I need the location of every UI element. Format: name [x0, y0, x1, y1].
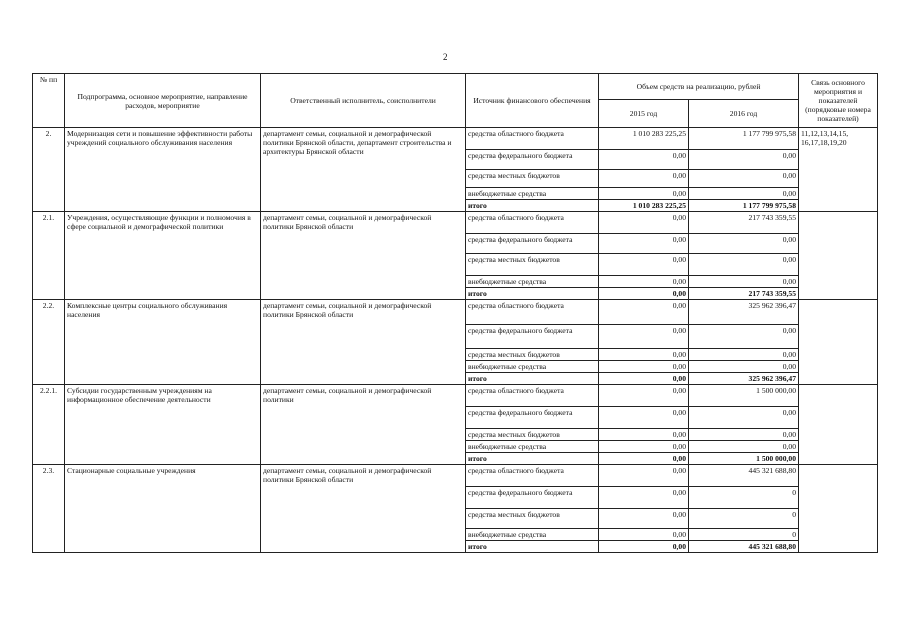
amount-2015: 0,00: [599, 254, 689, 276]
indicator-link: 11,12,13,14,15, 16,17,18,19,20: [799, 128, 878, 212]
item-number: 2.: [33, 128, 65, 212]
funding-source: итого: [466, 453, 599, 465]
funding-source: итого: [466, 541, 599, 553]
indicator-link: [799, 385, 878, 465]
header-executor: Ответственный исполнитель, соисполнители: [261, 74, 466, 128]
amount-2016: 325 962 396,47: [689, 373, 799, 385]
amount-2015: 0,00: [599, 509, 689, 529]
amount-2016: 0: [689, 487, 799, 509]
funding-source: внебюджетные средства: [466, 529, 599, 541]
amount-2015: 0,00: [599, 373, 689, 385]
amount-2015: 0,00: [599, 150, 689, 170]
funding-source: средства федерального бюджета: [466, 487, 599, 509]
table-row: [33, 385, 878, 407]
indicator-link: [799, 300, 878, 385]
amount-2015: 0,00: [599, 407, 689, 429]
amount-2015: 0,00: [599, 453, 689, 465]
amount-2015: 0,00: [599, 385, 689, 407]
table-row: [33, 300, 878, 325]
indicator-link: [799, 465, 878, 553]
amount-2016: 445 321 688,80: [689, 541, 799, 553]
item-program: Субсидии государственным учреждениям на информационное обеспечение деятельности: [65, 385, 261, 465]
table-row: [33, 212, 878, 234]
table-row: [33, 128, 878, 150]
amount-2015: 0,00: [599, 541, 689, 553]
amount-2016: 0: [689, 509, 799, 529]
item-executor: департамент семьи, социальной и демографической политики Брянской области: [261, 212, 466, 300]
indicator-link: [799, 212, 878, 300]
amount-2016: 0,00: [689, 170, 799, 188]
funding-source: средства федерального бюджета: [466, 150, 599, 170]
amount-2015: 0,00: [599, 300, 689, 325]
amount-2016: 325 962 396,47: [689, 300, 799, 325]
financing-table: [32, 73, 878, 553]
amount-2015: 0,00: [599, 429, 689, 441]
amount-2015: 0,00: [599, 170, 689, 188]
item-number: 2.1.: [33, 212, 65, 300]
amount-2016: 0,00: [689, 150, 799, 170]
funding-source: средства местных бюджетов: [466, 429, 599, 441]
item-number: 2.3.: [33, 465, 65, 553]
amount-2016: 1 177 799 975,58: [689, 200, 799, 212]
amount-2016: 217 743 359,55: [689, 288, 799, 300]
header-program: Подпрограмма, основное мероприятие, направление расходов, мероприятие: [65, 74, 261, 128]
amount-2016: 0,00: [689, 325, 799, 349]
funding-source: итого: [466, 288, 599, 300]
amount-2016: 0,00: [689, 234, 799, 254]
amount-2016: 445 321 688,80: [689, 465, 799, 487]
item-executor: департамент семьи, социальной и демографической политики Брянской области: [261, 300, 466, 385]
item-executor: департамент семьи, социальной и демографической политики: [261, 385, 466, 465]
header-volume: Объем средств на реализацию, рублей: [599, 74, 799, 100]
amount-2016: 1 177 799 975,58: [689, 128, 799, 150]
page-number: 2: [443, 52, 448, 62]
amount-2015: 0,00: [599, 288, 689, 300]
funding-source: средства областного бюджета: [466, 128, 599, 150]
amount-2016: 0,00: [689, 361, 799, 373]
funding-source: средства областного бюджета: [466, 300, 599, 325]
amount-2015: 1 010 283 225,25: [599, 128, 689, 150]
item-number: 2.2.1.: [33, 385, 65, 465]
amount-2015: 0,00: [599, 465, 689, 487]
amount-2015: 0,00: [599, 234, 689, 254]
amount-2015: 0,00: [599, 487, 689, 509]
amount-2015: 0,00: [599, 212, 689, 234]
amount-2016: 0,00: [689, 441, 799, 453]
item-program: Стационарные социальные учреждения: [65, 465, 261, 553]
funding-source: средства местных бюджетов: [466, 170, 599, 188]
funding-source: итого: [466, 200, 599, 212]
header-year-2016: 2016 год: [689, 100, 799, 128]
funding-source: внебюджетные средства: [466, 276, 599, 288]
funding-source: средства местных бюджетов: [466, 349, 599, 361]
header-source: Источник финансового обеспечения: [466, 74, 599, 128]
amount-2015: 0,00: [599, 325, 689, 349]
amount-2015: 0,00: [599, 361, 689, 373]
funding-source: итого: [466, 373, 599, 385]
item-program: Модернизация сети и повышение эффективности работы учреждений социального обслуживания населения: [65, 128, 261, 212]
funding-source: средства федерального бюджета: [466, 407, 599, 429]
amount-2015: 1 010 283 225,25: [599, 200, 689, 212]
item-number: 2.2.: [33, 300, 65, 385]
header-link: Связь основного мероприятия и показателей (порядковые номера показателей): [799, 74, 878, 128]
funding-source: средства областного бюджета: [466, 212, 599, 234]
amount-2015: 0,00: [599, 188, 689, 200]
funding-source: внебюджетные средства: [466, 361, 599, 373]
funding-source: внебюджетные средства: [466, 188, 599, 200]
amount-2016: 0,00: [689, 429, 799, 441]
funding-source: средства федерального бюджета: [466, 234, 599, 254]
table-body: [33, 128, 878, 553]
amount-2016: 1 500 000,00: [689, 453, 799, 465]
funding-source: средства местных бюджетов: [466, 254, 599, 276]
amount-2016: 0,00: [689, 276, 799, 288]
funding-source: средства областного бюджета: [466, 385, 599, 407]
header-year-2015: 2015 год: [599, 100, 689, 128]
amount-2015: 0,00: [599, 529, 689, 541]
amount-2016: 0,00: [689, 188, 799, 200]
amount-2016: 217 743 359,55: [689, 212, 799, 234]
funding-source: внебюджетные средства: [466, 441, 599, 453]
amount-2015: 0,00: [599, 349, 689, 361]
header-no: № пп: [33, 74, 65, 128]
item-program: Комплексные центры социального обслуживания населения: [65, 300, 261, 385]
amount-2016: 0: [689, 529, 799, 541]
amount-2016: 0,00: [689, 407, 799, 429]
amount-2015: 0,00: [599, 276, 689, 288]
amount-2015: 0,00: [599, 441, 689, 453]
table-row: [33, 465, 878, 487]
amount-2016: 0,00: [689, 349, 799, 361]
funding-source: средства областного бюджета: [466, 465, 599, 487]
item-executor: департамент семьи, социальной и демографической политики Брянской области: [261, 465, 466, 553]
amount-2016: 0,00: [689, 254, 799, 276]
item-program: Учреждения, осуществляющие функции и полномочия в сфере социальной и демографической политики: [65, 212, 261, 300]
amount-2016: 1 500 000,00: [689, 385, 799, 407]
item-executor: департамент семьи, социальной и демографической политики Брянской области, департамент строительства и архитектуры Брянской области: [261, 128, 466, 212]
funding-source: средства местных бюджетов: [466, 509, 599, 529]
funding-source: средства федерального бюджета: [466, 325, 599, 349]
